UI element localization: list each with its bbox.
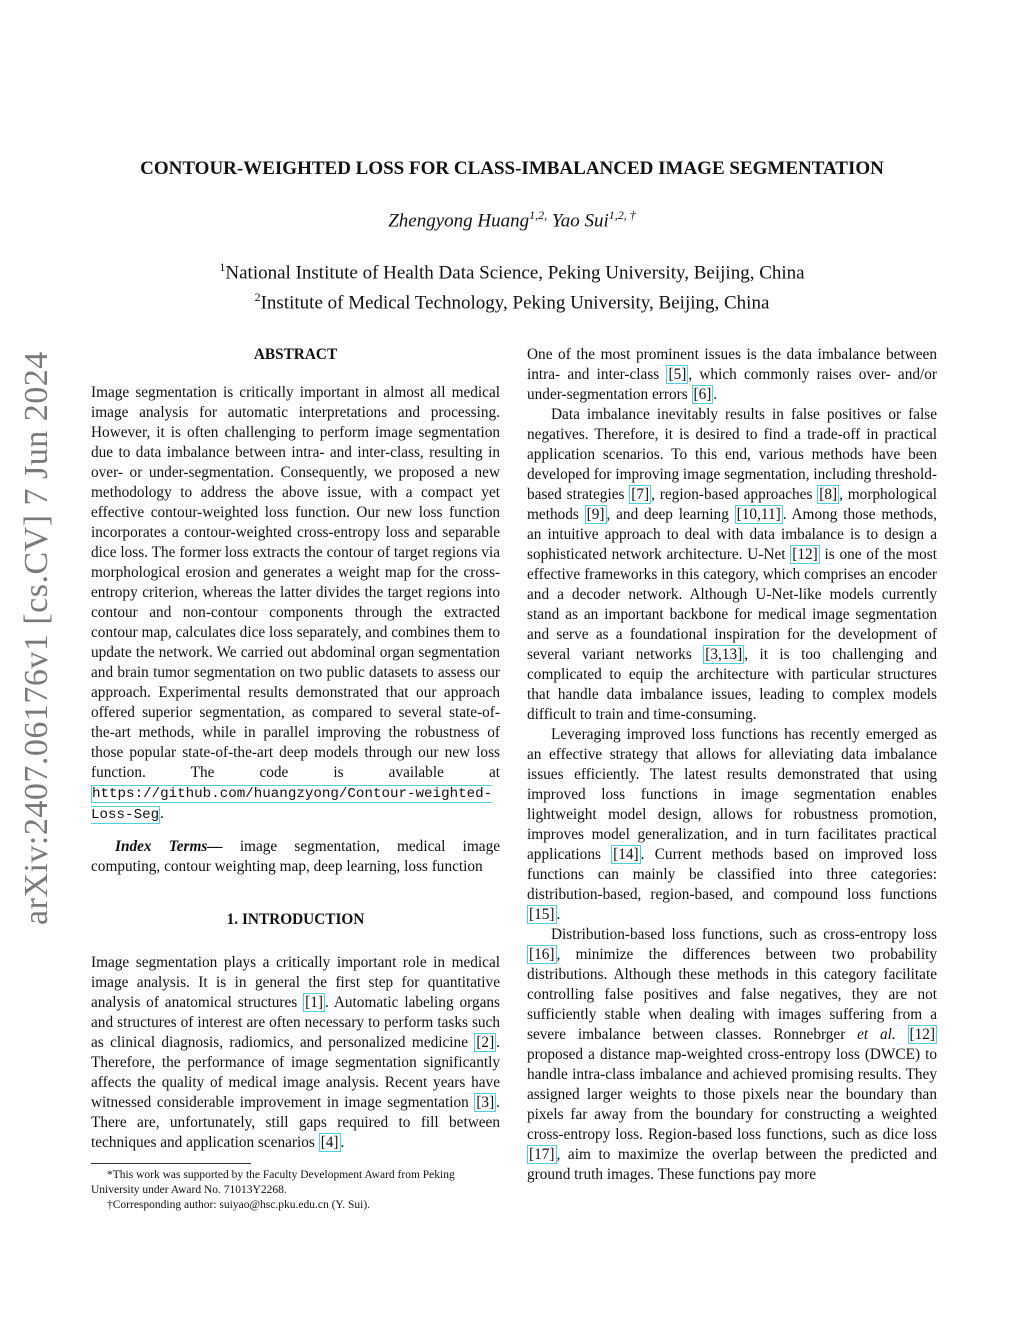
paragraph: Data imbalance inevitably results in false positives or false negatives. Therefore, it is desired to find a trade-off in practical application scenarios. To this end, various methods have been developed for improving image segmentation, including threshold-based strategies [7] , region-based approaches [8] , morphological methods [9] , and deep learning [10,11] . Among those methods, an intuitive approach to deal with data imbalance is to design a sophisticated network architecture. U-Net [12] is one of the most effective frameworks in this category, which comprises an encoder and a decoder network. Although U-Net-like models currently stand as an important backbone for medical image segmentation and serve as a foundational inspiration for the development of several variant networks [3,13] , it is too challenging and complicated to equip the architecture with particular structures that handle data imbalance issues, leading to complex models difficult to train and time-consuming. [527, 406, 937, 723]
paragraph: Leveraging improved loss functions has recently emerged as an effective strategy that allows for alleviating data imbalance issues efficiently. The latest results demonstrated that using improved loss functions in image segmentation enables lightweight model design, allows for robustness promotion, improves model generalization, and in turn facilitates practical applications [14] . Current methods based on improved loss functions can mainly be classified into three categories: distribution-based, region-based, and compound loss functions [15] . [527, 726, 937, 923]
code-link[interactable]: https://github.com/huangzyong/Contour-weighted-Loss-Seg [91, 786, 493, 823]
citation[interactable]: [17] [529, 1146, 555, 1163]
citation[interactable]: [3] [476, 1094, 495, 1111]
section-heading-introduction: 1. INTRODUCTION [226, 911, 365, 928]
author-name: Yao Sui [551, 210, 609, 232]
paragraph: Image segmentation plays a critically important role in medical image analysis. It is in general the first step for quantitative analysis of anatomical structures [1] . Automatic labeling organs and structures of interest are often necessary to perform tasks such as clinical diagnosis, radiomics, and personalized medicine [2] . Therefore, the performance of image segmentation significantly affects the quality of medical image analysis. Recent years have witnessed considerable improvement in image segmentation [3] . There are, unfortunately, still gaps required to fill between techniques and application scenarios [4] . [91, 954, 500, 1151]
affiliation-1: $^1$National Institute of Health Data Science, Peking University, Beijing, China [219, 260, 805, 284]
author-affiliation-mark: 1,2, [529, 208, 548, 222]
citation[interactable]: [7] [631, 486, 650, 503]
left-column [91, 345, 500, 1213]
author-name: Zhengyong Huang [388, 210, 530, 232]
citation[interactable]: [14] [613, 846, 639, 863]
citation[interactable]: [3,13] [705, 646, 743, 663]
paragraph: Distribution-based loss functions, such as cross-entropy loss [16] , minimize the differences between two probability distributions. Although these methods in this category facilitate controlling false positives and false negatives, they are not sufficiently stable when dealing with images suffering from a severe imbalance between classes. Ronnebrger et al. [12] proposed a distance map-weighted cross-entropy loss (DWCE) to handle intra-class imbalance and achieved promising results. They assigned larger weights to those pixels near the boundary than pixels far away from the boundary for constructing a weighted cross-entropy loss. Region-based loss functions, such as dice loss [17] , aim to maximize the overlap between the predicted and ground truth images. These functions pay more [527, 926, 937, 1183]
citation[interactable]: [2] [476, 1034, 495, 1051]
paper-title: CONTOUR-WEIGHTED LOSS FOR CLASS-IMBALANCED IMAGE SEGMENTATION [140, 158, 884, 179]
footnote-corresponding: †Corresponding author: suiyao@hsc.pku.edu.cn (Y. Sui). [107, 1199, 371, 1211]
abstract-text: Image segmentation is critically important in almost all medical image analysis for automatic interpretations and processing. However, it is often challenging to perform image segmentation due to data imbalance between intra- and inter-class, resulting in over- or under-segmentation. Consequently, we proposed a new methodology to address the above issue, with a compact yet effective contour-weighted loss function. Our new loss function incorporates a contour-weighted cross-entropy loss and separable dice loss. The former loss extracts the contour of target regions via morphological erosion and generates a weight map for the cross-entropy criterion, whereas the latter divides the target regions into contour and non-contour components through the extracted contour map, calculates dice loss separately, and combines them to update the network. We carried out abdominal organ segmentation and brain tumor segmentation on two public datasets to assess our approach. Experimental results demonstrated that our approach offered superior segmentation, as compared to several state-of-the-art methods, while in parallel improving the robustness of those popular state-of-the-art deep models through our new loss function. The code is available at https://github.com/huangzyong/Contour-weighted-Loss-Seg. [91, 384, 500, 823]
citation[interactable]: [12] [792, 546, 818, 563]
affiliations [80, 255, 944, 316]
citation[interactable]: [4] [320, 1134, 339, 1151]
paragraph: One of the most prominent issues is the data imbalance between intra- and inter-class [5] , which commonly raises over- and/or under-segmentation errors [6] . [527, 346, 937, 403]
citation[interactable]: [6] [693, 386, 712, 403]
footnotes [91, 1163, 500, 1213]
citation[interactable]: [15] [529, 906, 555, 923]
author-affiliation-mark: 1,2, † [608, 208, 636, 222]
citation[interactable]: [16] [529, 946, 555, 963]
author-line [80, 208, 944, 232]
citation[interactable]: [9] [586, 506, 605, 523]
citation[interactable]: [5] [668, 366, 687, 383]
citation[interactable]: [8] [819, 486, 838, 503]
right-column [527, 345, 937, 1185]
citation[interactable]: [12] [909, 1026, 935, 1043]
abstract-heading: ABSTRACT [253, 346, 338, 363]
arxiv-identifier: arXiv:2407.06176v1 [cs.CV] 7 Jun 2024 [18, 351, 55, 925]
citation[interactable]: [10,11] [736, 506, 781, 523]
footnote-rule [91, 1163, 251, 1164]
footnote-funding: *This work was supported by the Faculty Development Award from Peking University under Award No. 71013Y2268. [91, 1169, 455, 1196]
citation[interactable]: [1] [305, 994, 323, 1011]
affiliation-2: $^2$Institute of Medical Technology, Peking University, Beijing, China [254, 290, 770, 314]
index-terms: Index Terms— image segmentation, medical image computing, contour weighting map, deep learning, loss function [91, 838, 501, 875]
